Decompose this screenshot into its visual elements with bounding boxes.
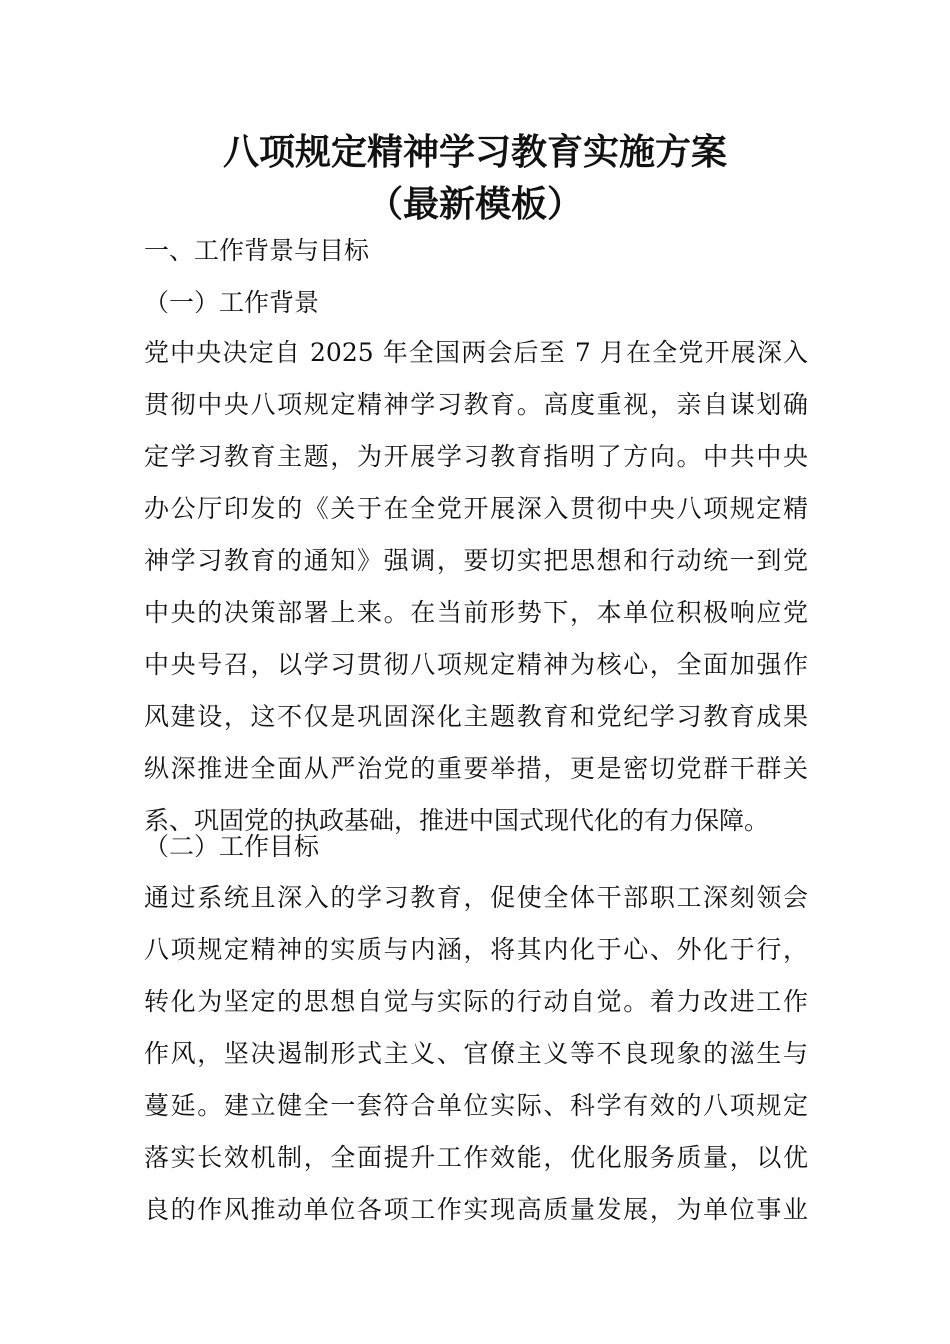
paragraph-line: 风建设，这不仅是巩固深化主题教育和党纪学习教育成果: [144, 702, 808, 731]
document-subtitle: （最新模板）: [366, 184, 583, 225]
paragraph-line: 蔓延。建立健全一套符合单位实际、科学有效的八项规定: [144, 1091, 808, 1120]
paragraph-line: 党中央决定自 2025 年全国两会后至 7 月在全党开展深入: [144, 338, 808, 367]
paragraph-line: 落实长效机制，全面提升工作效能，优化服务质量，以优: [144, 1143, 808, 1172]
paragraph-line: 中央号召，以学习贯彻八项规定精神为核心，全面加强作: [144, 650, 808, 679]
paragraph-goals: [144, 872, 808, 1236]
paragraph-line: 神学习教育的通知》强调，要切实把思想和行动统一到党: [144, 546, 808, 575]
paragraph-line: 贯彻中央八项规定精神学习教育。高度重视，亲自谋划确: [144, 390, 808, 419]
paragraph-line: 转化为坚定的思想自觉与实际的行动自觉。着力改进工作: [144, 987, 808, 1016]
paragraph-line: 系、巩固党的执政基础，推进中国式现代化的有力保障。: [144, 806, 770, 835]
subsection-heading-background: （一）工作背景: [144, 288, 320, 317]
paragraph-line: 定学习教育主题，为开展学习教育指明了方向。中共中央: [144, 442, 808, 471]
paragraph-line: 纵深推进全面从严治党的重要举措，更是密切党群干群关: [144, 754, 808, 783]
paragraph-line: 中央的决策部署上来。在当前形势下，本单位积极响应党: [144, 598, 808, 627]
paragraph-background: [144, 327, 808, 847]
subsection-heading-goals: （二）工作目标: [144, 832, 320, 861]
paragraph-line: 办公厅印发的《关于在全党开展深入贯彻中央八项规定精: [144, 494, 808, 523]
paragraph-line: 作风，坚决遏制形式主义、官僚主义等不良现象的滋生与: [144, 1039, 808, 1068]
section-heading-background-goals: 一、工作背景与目标: [144, 236, 370, 265]
paragraph-line: 通过系统且深入的学习教育，促使全体干部职工深刻领会: [144, 883, 808, 912]
document-title: 八项规定精神学习教育实施方案: [222, 132, 727, 173]
paragraph-line: 八项规定精神的实质与内涵，将其内化于心、外化于行，: [144, 935, 808, 964]
paragraph-line: 良的作风推动单位各项工作实现高质量发展，为单位事业: [144, 1195, 808, 1224]
